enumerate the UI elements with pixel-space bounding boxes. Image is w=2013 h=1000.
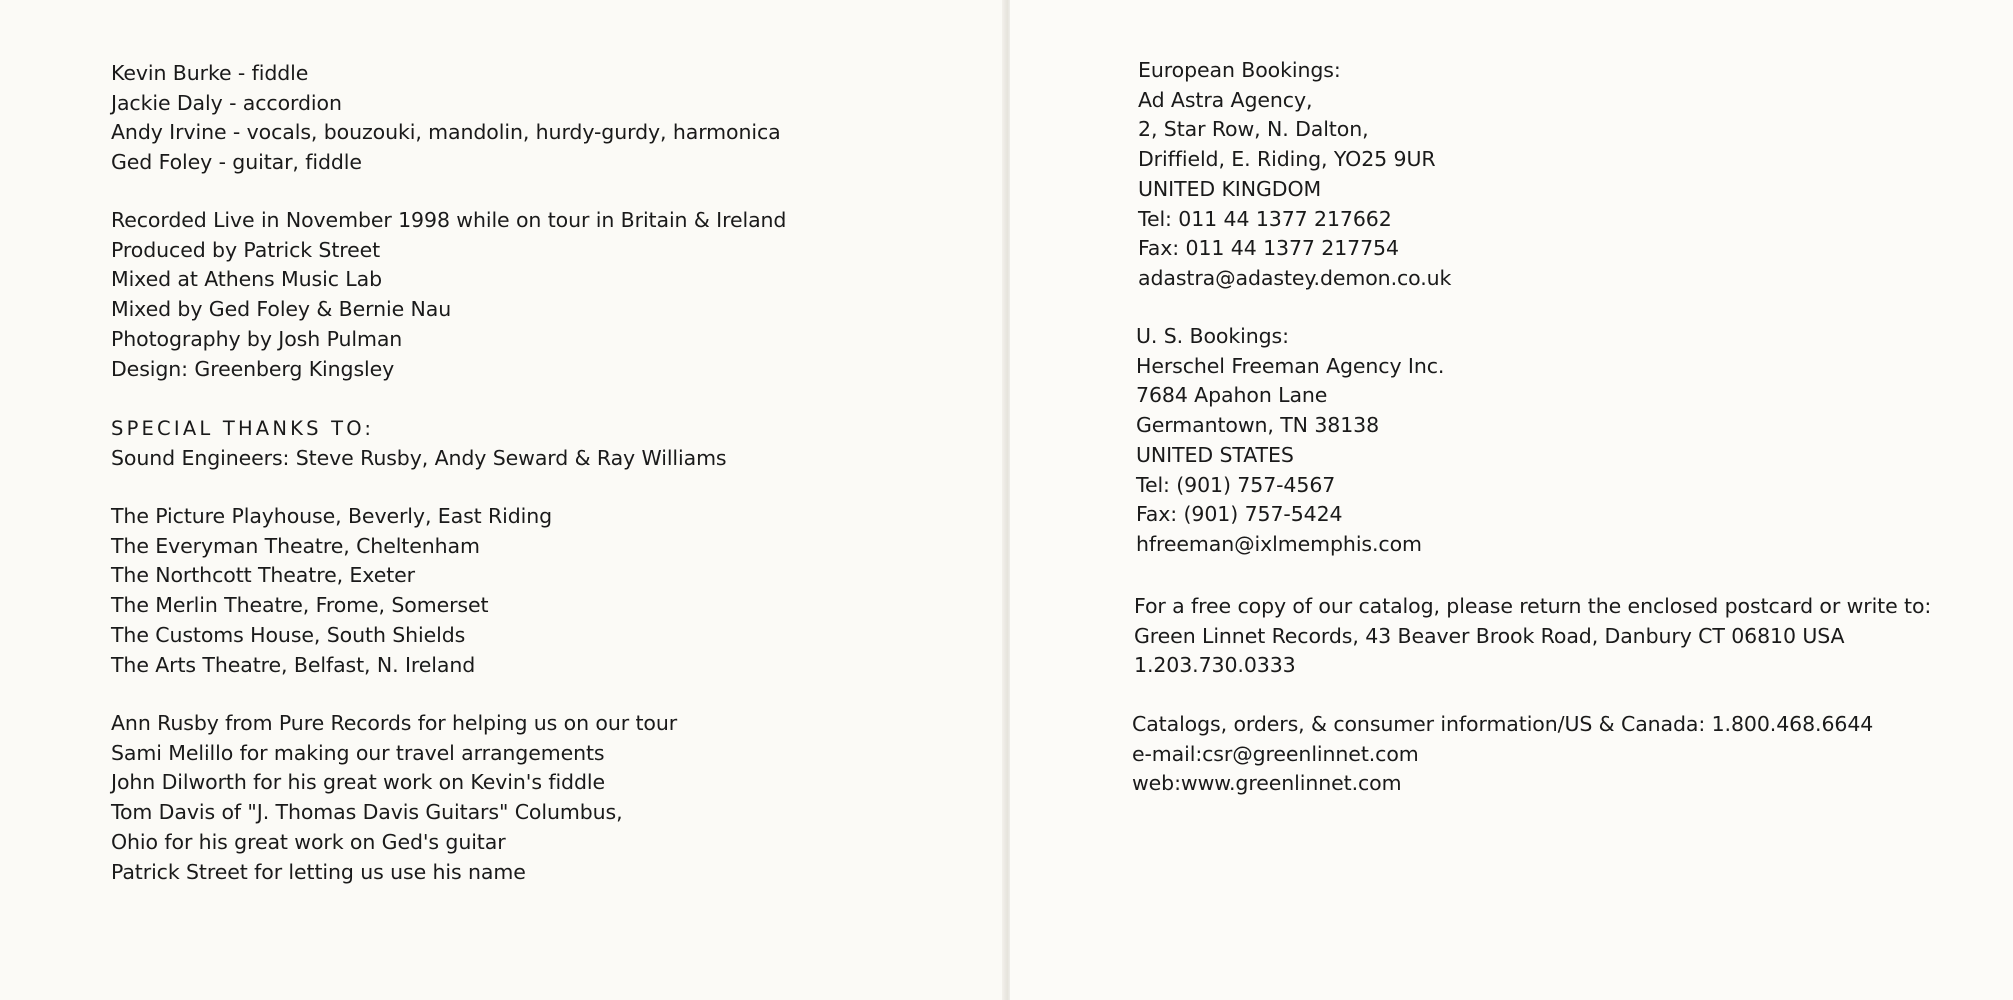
fax-line: Fax: 011 44 1377 217754	[1138, 236, 1399, 261]
us-bookings-heading: U. S. Bookings:	[1136, 324, 1289, 348]
catalog-info	[1134, 592, 1931, 681]
musicians-list	[111, 59, 781, 178]
recording-credits	[111, 206, 786, 384]
thanks-line: Tom Davis of "J. Thomas Davis Guitars" Columbus,	[111, 800, 623, 825]
venue-line: The Customs House, South Shields	[111, 622, 466, 647]
us-bookings	[1136, 322, 1444, 560]
credit-line: Recorded Live in November 1998 while on tour in Britain & Ireland	[111, 208, 787, 232]
thanks-line: Ohio for his great work on Ged's guitar	[111, 829, 506, 854]
catalog-phone-line: 1.203.730.0333	[1134, 653, 1296, 678]
email-line: adastra@adastey.demon.co.uk	[1138, 265, 1452, 290]
email-line: hfreeman@ixlmemphis.com	[1136, 531, 1422, 556]
web-line: web:www.greenlinnet.com	[1132, 771, 1402, 796]
address-line: Germantown, TN 38138	[1136, 413, 1380, 438]
musician-line: Jackie Daly - accordion	[111, 90, 342, 115]
musician-line: Andy Irvine - vocals, bouzouki, mandolin, hurdy-gurdy, harmonica	[111, 120, 781, 145]
special-thanks	[111, 414, 727, 473]
musician-line: Kevin Burke - fiddle	[111, 61, 309, 85]
catalog-address-line: Green Linnet Records, 43 Beaver Brook Road, Danbury CT 06810 USA	[1134, 623, 1845, 648]
venue-line: The Picture Playhouse, Beverly, East Riding	[111, 504, 553, 528]
european-bookings-heading: European Bookings:	[1138, 58, 1341, 82]
address-line: 7684 Apahon Lane	[1136, 383, 1328, 408]
special-thanks-heading: SPECIAL THANKS TO:	[111, 417, 375, 440]
european-bookings	[1138, 56, 1451, 294]
thanks-line: Patrick Street for letting us use his name	[111, 859, 526, 884]
address-line: 2, Star Row, N. Dalton,	[1138, 117, 1369, 142]
thanks-line: Ann Rusby from Pure Records for helping us on our tour	[111, 711, 678, 735]
sound-engineers-line: Sound Engineers: Steve Rusby, Andy Seward & Ray Williams	[111, 445, 727, 470]
address-line: Ad Astra Agency,	[1138, 87, 1313, 112]
email-line: e-mail:csr@greenlinnet.com	[1132, 741, 1419, 766]
musician-line: Ged Foley - guitar, fiddle	[111, 150, 362, 175]
venues-list	[111, 502, 552, 680]
address-line: UNITED KINGDOM	[1138, 176, 1322, 201]
catalog-line: For a free copy of our catalog, please return the enclosed postcard or write to:	[1134, 594, 1932, 618]
left-page	[0, 0, 1006, 1000]
venue-line: The Everyman Theatre, Cheltenham	[111, 533, 480, 558]
phone-line: Tel: (901) 757-4567	[1136, 472, 1336, 497]
thanks-people-list	[111, 709, 677, 887]
venue-line: The Merlin Theatre, Frome, Somerset	[111, 593, 489, 618]
address-line: Driffield, E. Riding, YO25 9UR	[1138, 147, 1436, 172]
venue-line: The Northcott Theatre, Exeter	[111, 563, 415, 588]
thanks-line: John Dilworth for his great work on Kevin's fiddle	[111, 770, 605, 795]
consumer-contact	[1132, 710, 1873, 799]
address-line: Herschel Freeman Agency Inc.	[1136, 353, 1445, 378]
phone-line: Tel: 011 44 1377 217662	[1138, 206, 1392, 231]
address-line: UNITED STATES	[1136, 442, 1294, 467]
credit-line: Mixed at Athens Music Lab	[111, 267, 382, 292]
fax-line: Fax: (901) 757-5424	[1136, 502, 1343, 527]
credit-line: Mixed by Ged Foley & Bernie Nau	[111, 297, 452, 322]
credit-line: Photography by Josh Pulman	[111, 326, 403, 351]
right-page	[1010, 0, 2013, 1000]
thanks-line: Sami Melillo for making our travel arrangements	[111, 740, 605, 765]
credit-line: Design: Greenberg Kingsley	[111, 356, 395, 381]
venue-line: The Arts Theatre, Belfast, N. Ireland	[111, 652, 476, 677]
credit-line: Produced by Patrick Street	[111, 237, 381, 262]
consumer-info-line: Catalogs, orders, & consumer information/US & Canada: 1.800.468.6644	[1132, 712, 1874, 736]
